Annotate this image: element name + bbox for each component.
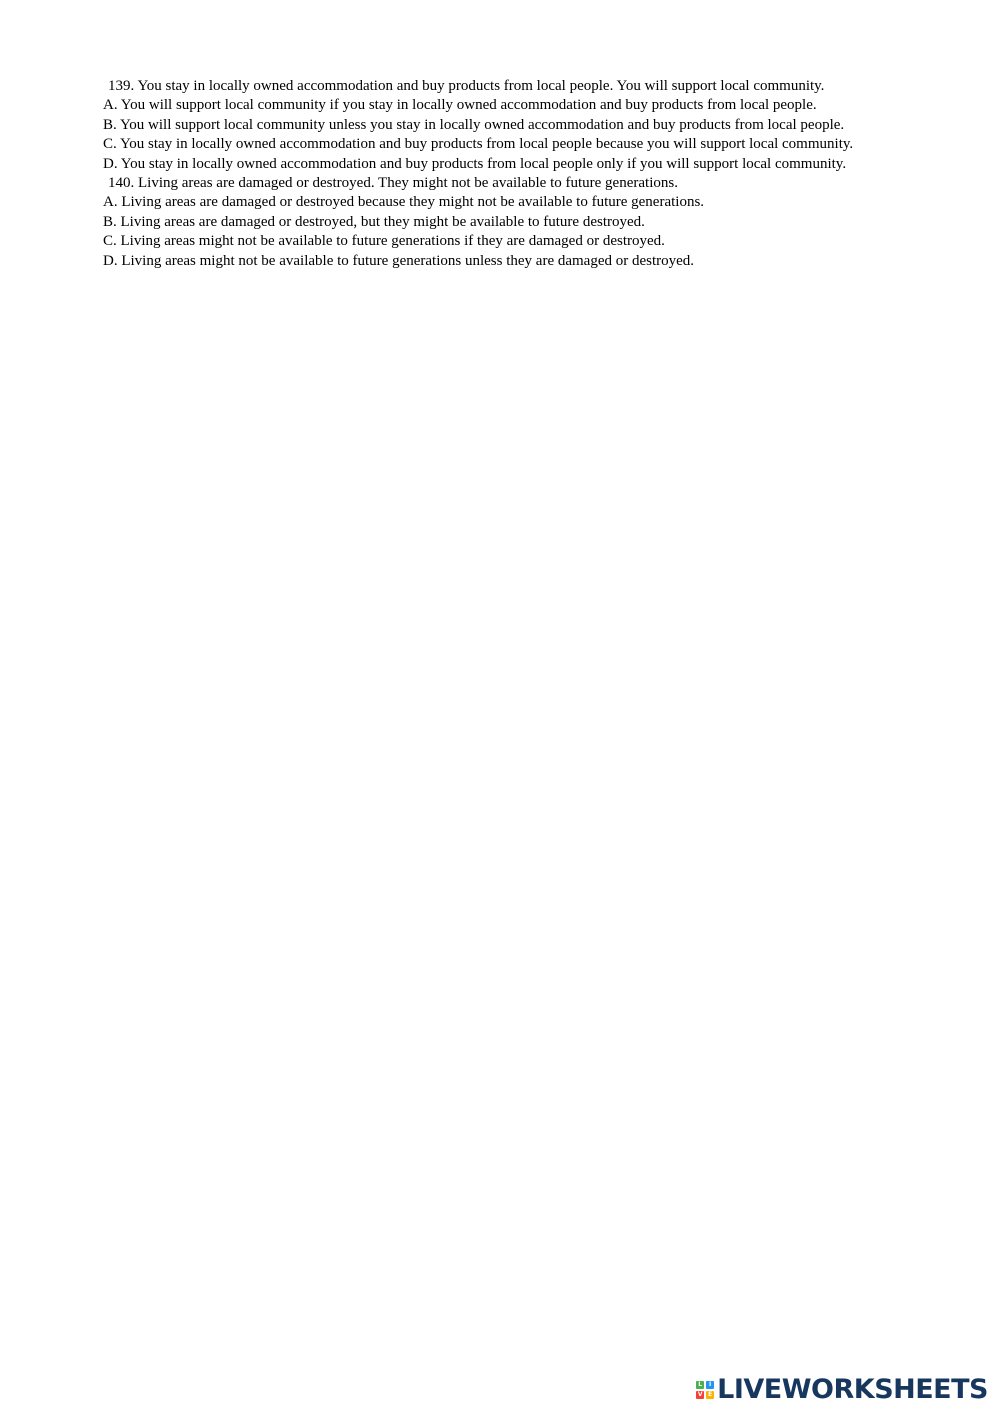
liveworksheets-logo-icon <box>696 1381 714 1399</box>
question-139-option-a: A. You will support local community if you stay in locally owned accommodation and buy products from local people. <box>103 97 817 114</box>
question-140-option-d: D. Living areas might not be available to future generations unless they are damaged or destroyed. <box>103 252 695 269</box>
logo-block-i: I <box>706 1381 714 1389</box>
worksheet-content <box>103 77 983 271</box>
question-140: 140. Living areas are damaged or destroyed. They might not be available to future generations. <box>108 174 678 191</box>
logo-block-l: L <box>696 1381 704 1389</box>
question-140-option-b: B. Living areas are damaged or destroyed, but they might be available to future destroyed. <box>103 213 645 230</box>
question-140-option-c: C. Living areas might not be available to future generations if they are damaged or destroyed. <box>103 233 665 250</box>
question-139-option-b: B. You will support local community unless you stay in locally owned accommodation and buy products from local people. <box>103 116 845 133</box>
liveworksheets-wordmark: LIVEWORKSHEETS <box>717 1374 988 1405</box>
question-139: 139. You stay in locally owned accommodation and buy products from local people. You will support local community. <box>108 78 825 94</box>
question-140-option-a: A. Living areas are damaged or destroyed because they might not be available to future generations. <box>103 194 705 211</box>
logo-block-e: E <box>708 1391 713 1398</box>
question-139-option-c: C. You stay in locally owned accommodation and buy products from local people because you will support local community. <box>103 136 854 153</box>
logo-block-v: V <box>697 1391 703 1398</box>
question-139-option-d: D. You stay in locally owned accommodation and buy products from local people only if you will support local community. <box>103 155 847 172</box>
liveworksheets-brand <box>696 1376 988 1404</box>
